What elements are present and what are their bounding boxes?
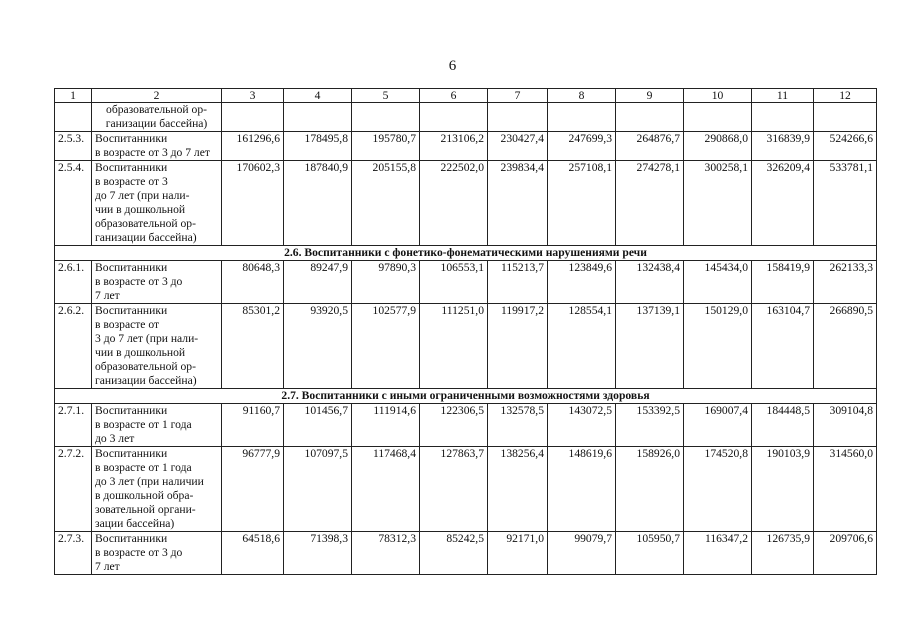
value-cell: 111914,6 (352, 404, 420, 447)
section-2-7-header (55, 389, 877, 404)
section-title: 2.7. Воспитанники с иными ограниченными возможностями здоровья (55, 389, 877, 404)
value-cell: 127863,7 (420, 447, 488, 532)
name-line: до 7 лет (при нали- (95, 189, 190, 202)
continuation-row (55, 103, 877, 132)
name-line: в возрасте от 3 до (95, 275, 183, 288)
value-cell: 85242,5 (420, 532, 488, 575)
group-2-5 (55, 103, 877, 246)
name-line: в возрасте от 3 до 7 лет (95, 146, 210, 159)
name-line: Воспитанники (95, 261, 168, 274)
value-cell: 85301,2 (222, 304, 284, 389)
value-cell: 158419,9 (752, 261, 814, 304)
value-cell: 78312,3 (352, 532, 420, 575)
value-cell: 71398,3 (284, 532, 352, 575)
name-line: образовательной ор- (95, 217, 196, 230)
value-cell: 187840,9 (284, 161, 352, 246)
value-cell: 105950,7 (616, 532, 684, 575)
value-cell: 316839,9 (752, 132, 814, 161)
value-cell: 290868,0 (684, 132, 752, 161)
name-line: 7 лет (95, 289, 120, 302)
value-cell: 222502,0 (420, 161, 488, 246)
name-line: до 3 лет (при наличии (95, 475, 204, 488)
section-title: 2.6. Воспитанники с фонетико-фонематическими нарушениями речи (55, 246, 877, 261)
value-cell: 145434,0 (684, 261, 752, 304)
tariff-table (54, 88, 877, 575)
row-name (92, 261, 222, 304)
name-line: в возрасте от (95, 318, 160, 331)
col-header: 11 (752, 89, 814, 103)
name-line: в возрасте от 3 (95, 175, 168, 188)
value-cell: 101456,7 (284, 404, 352, 447)
value-cell: 143072,5 (548, 404, 616, 447)
value-cell: 91160,7 (222, 404, 284, 447)
value-cell: 126735,9 (752, 532, 814, 575)
value-cell: 99079,7 (548, 532, 616, 575)
value-cell: 158926,0 (616, 447, 684, 532)
page-number: 6 (448, 58, 457, 74)
value-cell: 161296,6 (222, 132, 284, 161)
col-header: 7 (488, 89, 548, 103)
row-code: 2.7.3. (55, 532, 92, 575)
value-cell: 264876,7 (616, 132, 684, 161)
table-row (55, 161, 877, 246)
value-cell: 262133,3 (814, 261, 877, 304)
value-cell: 257108,1 (548, 161, 616, 246)
section-2-6-header (55, 246, 877, 261)
table-row (55, 447, 877, 532)
col-header: 4 (284, 89, 352, 103)
value-cell: 80648,3 (222, 261, 284, 304)
row-name (92, 132, 222, 161)
row-code (55, 103, 92, 132)
row-code: 2.6.1. (55, 261, 92, 304)
name-line: Воспитанники (95, 532, 168, 545)
column-number-row (55, 89, 877, 103)
value-cell: 170602,3 (222, 161, 284, 246)
col-header: 9 (616, 89, 684, 103)
name-line: зовательной органи- (95, 503, 196, 516)
name-line: в возрасте от 1 года (95, 418, 192, 431)
value-cell: 132578,5 (488, 404, 548, 447)
col-header: 12 (814, 89, 877, 103)
table-row (55, 404, 877, 447)
value-cell: 89247,9 (284, 261, 352, 304)
name-line: чии в дошкольной (95, 346, 186, 359)
value-cell: 205155,8 (352, 161, 420, 246)
value-cell: 123849,6 (548, 261, 616, 304)
row-name (92, 447, 222, 532)
value-cell: 195780,7 (352, 132, 420, 161)
value-cell: 174520,8 (684, 447, 752, 532)
row-code: 2.6.2. (55, 304, 92, 389)
name-line: Воспитанники (95, 404, 168, 417)
name-line: чии в дошкольной (95, 203, 186, 216)
col-header: 3 (222, 89, 284, 103)
row-name (92, 404, 222, 447)
name-line: в дошкольной обра- (95, 489, 194, 502)
value-cell: 122306,5 (420, 404, 488, 447)
value-cell: 309104,8 (814, 404, 877, 447)
value-cell: 213106,2 (420, 132, 488, 161)
value-cell: 153392,5 (616, 404, 684, 447)
value-cell: 524266,6 (814, 132, 877, 161)
value-cell: 314560,0 (814, 447, 877, 532)
name-line: в возрасте от 1 года (95, 461, 192, 474)
row-code: 2.7.1. (55, 404, 92, 447)
name-line: Воспитанники (95, 132, 168, 145)
name-line: в возрасте от 3 до (95, 546, 183, 559)
value-cell: 116347,2 (684, 532, 752, 575)
value-cell: 274278,1 (616, 161, 684, 246)
row-name (92, 161, 222, 246)
value-cell: 92171,0 (488, 532, 548, 575)
name-line: ганизации бассейна) (95, 231, 197, 244)
col-header: 10 (684, 89, 752, 103)
group-2-7 (55, 404, 877, 575)
name-line: Воспитанники (95, 161, 168, 174)
col-header: 2 (92, 89, 222, 103)
value-cell: 137139,1 (616, 304, 684, 389)
value-cell: 326209,4 (752, 161, 814, 246)
value-cell: 533781,1 (814, 161, 877, 246)
value-cell: 178495,8 (284, 132, 352, 161)
value-cell: 184448,5 (752, 404, 814, 447)
value-cell: 115213,7 (488, 261, 548, 304)
value-cell: 132438,4 (616, 261, 684, 304)
row-name (92, 304, 222, 389)
name-line: 3 до 7 лет (при нали- (95, 332, 199, 345)
value-cell: 150129,0 (684, 304, 752, 389)
value-cell: 111251,0 (420, 304, 488, 389)
value-cell: 107097,5 (284, 447, 352, 532)
value-cell: 247699,3 (548, 132, 616, 161)
name-line: до 3 лет (95, 432, 135, 445)
value-cell: 209706,6 (814, 532, 877, 575)
value-cell: 169007,4 (684, 404, 752, 447)
row-code: 2.5.3. (55, 132, 92, 161)
name-line: образовательной ор- (95, 360, 196, 373)
name-line: Воспитанники (95, 304, 168, 317)
col-header: 5 (352, 89, 420, 103)
value-cell: 117468,4 (352, 447, 420, 532)
value-cell: 97890,3 (352, 261, 420, 304)
table-row (55, 532, 877, 575)
value-cell: 148619,6 (548, 447, 616, 532)
value-cell: 239834,4 (488, 161, 548, 246)
col-header: 1 (55, 89, 92, 103)
name-line: образовательной ор- (106, 103, 207, 116)
value-cell: 96777,9 (222, 447, 284, 532)
name-line: зации бассейна) (95, 517, 175, 530)
row-code: 2.7.2. (55, 447, 92, 532)
name-line: ганизации бассейна) (105, 117, 208, 130)
name-line: ганизации бассейна) (95, 374, 197, 387)
row-name (92, 103, 222, 132)
value-cell: 190103,9 (752, 447, 814, 532)
value-cell: 266890,5 (814, 304, 877, 389)
row-name (92, 532, 222, 575)
value-cell: 106553,1 (420, 261, 488, 304)
value-cell: 138256,4 (488, 447, 548, 532)
value-cell: 93920,5 (284, 304, 352, 389)
value-cell: 128554,1 (548, 304, 616, 389)
col-header: 6 (420, 89, 488, 103)
value-cell: 102577,9 (352, 304, 420, 389)
value-cell: 64518,6 (222, 532, 284, 575)
row-code: 2.5.4. (55, 161, 92, 246)
name-line: Воспитанники (95, 447, 168, 460)
value-cell: 230427,4 (488, 132, 548, 161)
value-cell: 300258,1 (684, 161, 752, 246)
table-row (55, 304, 877, 389)
col-header: 8 (548, 89, 616, 103)
value-cell: 119917,2 (488, 304, 548, 389)
table-row (55, 132, 877, 161)
value-cell: 163104,7 (752, 304, 814, 389)
table-row (55, 261, 877, 304)
group-2-6 (55, 261, 877, 389)
name-line: 7 лет (95, 560, 120, 573)
